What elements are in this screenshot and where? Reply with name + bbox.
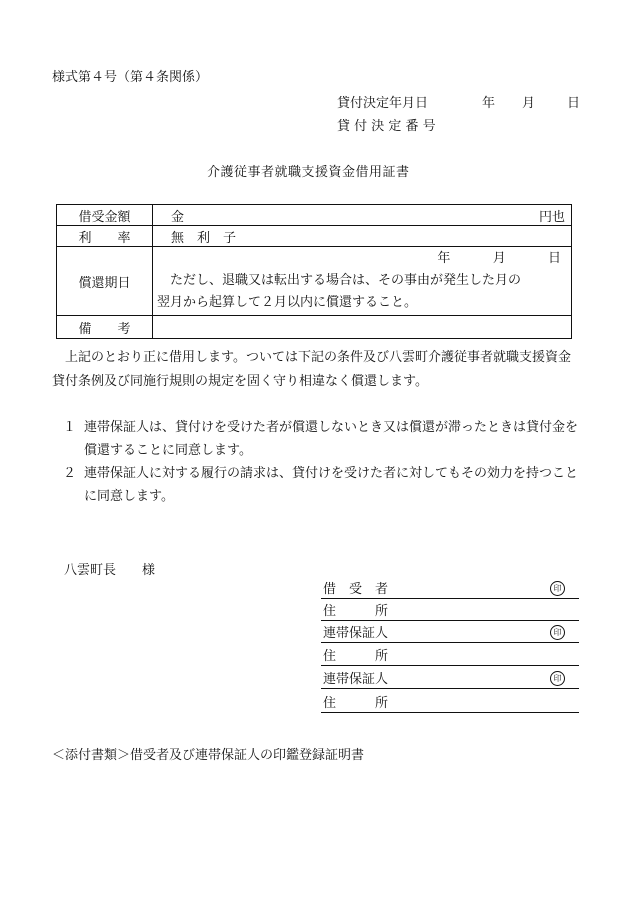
- repay-note: [153, 270, 562, 314]
- decision-date-label: 貸付決定年月日: [337, 96, 429, 111]
- condition-2: [63, 462, 583, 508]
- form-number: 様式第４号（第４条関係）: [52, 70, 209, 85]
- borrower-address-line: [321, 600, 579, 621]
- seal-mark: 印: [550, 581, 565, 596]
- condition-1-text: 連帯保証人は、貸付けを受けた者が償還しないとき又は償還が滞ったときは貸付金を償還することに同意します。: [84, 420, 579, 458]
- decision-day: 日: [567, 96, 581, 111]
- address-label: 住 所: [323, 604, 389, 619]
- amount-label: 借受金額: [57, 205, 153, 226]
- condition-1: [63, 416, 583, 462]
- main-paragraph: [52, 346, 582, 394]
- seal-mark: 印: [550, 671, 565, 686]
- guarantor-1-address-line: [321, 645, 579, 666]
- condition-1-number: １: [63, 420, 77, 435]
- address-label: 住 所: [323, 649, 389, 664]
- repay-row: [57, 247, 572, 316]
- decision-number-label: 貸 付 決 定 番 号: [337, 119, 436, 134]
- guarantor-1-line: [321, 622, 579, 643]
- decision-year: 年: [482, 96, 496, 111]
- interest-label: 利 率: [57, 226, 153, 247]
- repay-note-line2: 翌月から起算して２月以内に償還すること。: [157, 295, 418, 310]
- interest-value: 無 利 子: [171, 230, 237, 246]
- guarantor-label: 連帯保証人: [323, 672, 389, 687]
- addressee: 八雲町長 様: [64, 563, 156, 578]
- amount-prefix: 金: [171, 209, 185, 225]
- document-title: 介護従事者就職支援資金借用証書: [207, 165, 410, 180]
- repay-day: 日: [547, 251, 561, 266]
- interest-cell: [153, 226, 572, 247]
- remarks-label: 備 考: [57, 316, 153, 339]
- amount-cell: [153, 205, 572, 226]
- repay-month: 月: [492, 251, 506, 266]
- guarantor-label: 連帯保証人: [323, 626, 389, 641]
- repay-note-line1: ただし、退職又は転出する場合は、その事由が発生した月の: [170, 273, 522, 288]
- borrower-line: [321, 578, 579, 599]
- remarks-cell: [153, 316, 572, 339]
- interest-row: [57, 226, 572, 247]
- condition-2-number: ２: [63, 466, 77, 481]
- decision-month: 月: [522, 96, 536, 111]
- address-label: 住 所: [323, 696, 389, 711]
- amount-row: [57, 205, 572, 226]
- guarantor-2-line: [321, 668, 579, 689]
- condition-2-text: 連帯保証人に対する履行の請求は、貸付けを受けた者に対してもその効力を持つことに同意します。: [84, 466, 579, 504]
- main-paragraph-text: 上記のとおり正に借用します。ついては下記の条件及び八雲町介護従事者就職支援資金貸付条例及び同施行規則の規定を固く守り相違なく償還します。: [52, 350, 571, 389]
- seal-mark: 印: [550, 625, 565, 640]
- repay-label: 償還期日: [57, 247, 153, 316]
- repay-cell: [153, 247, 572, 316]
- loan-table: [56, 204, 572, 339]
- borrower-label: 借 受 者: [323, 582, 389, 597]
- remarks-row: [57, 316, 572, 339]
- guarantor-2-address-line: [321, 692, 579, 713]
- amount-suffix: 円也: [538, 209, 565, 225]
- repay-date: [153, 248, 571, 270]
- attachment-note: ＜添付書類＞借受者及び連帯保証人の印鑑登録証明書: [52, 748, 365, 763]
- repay-year: 年: [437, 251, 451, 266]
